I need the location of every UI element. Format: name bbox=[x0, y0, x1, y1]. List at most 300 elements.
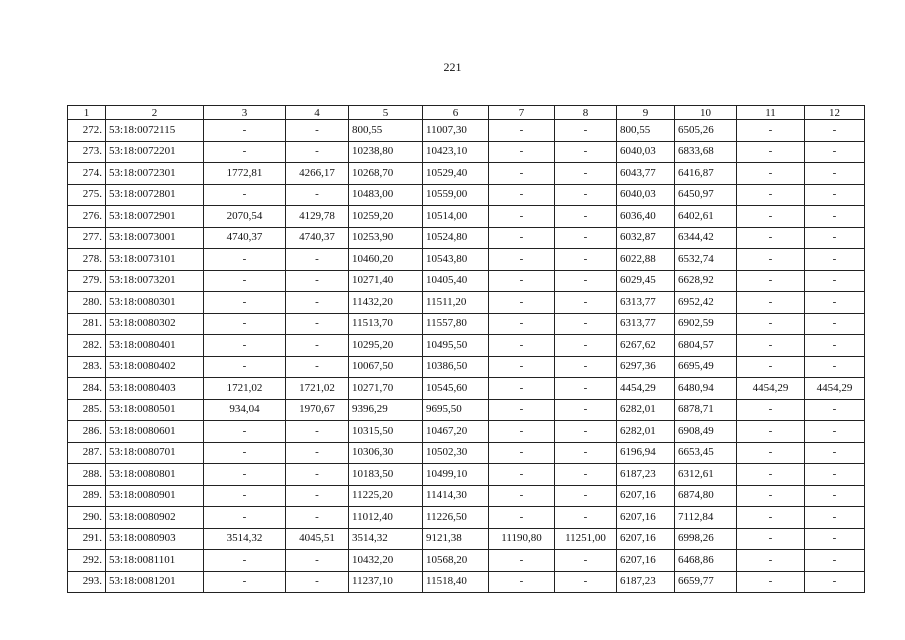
table-row bbox=[68, 378, 865, 400]
table-cell: 280. bbox=[68, 292, 106, 314]
table-cell: 10502,30 bbox=[423, 442, 489, 464]
table-cell: 6207,16 bbox=[617, 485, 675, 507]
table-cell: 10306,30 bbox=[349, 442, 423, 464]
table-row bbox=[68, 270, 865, 292]
table-cell: 6207,16 bbox=[617, 507, 675, 529]
table-cell: 53:18:0080701 bbox=[106, 442, 204, 464]
table-cell: 275. bbox=[68, 184, 106, 206]
table-cell: - bbox=[555, 313, 617, 335]
table-cell: - bbox=[489, 163, 555, 185]
table-cell: 292. bbox=[68, 550, 106, 572]
table-cell: - bbox=[204, 184, 286, 206]
table-cell: 3514,32 bbox=[349, 528, 423, 550]
column-header-12: 12 bbox=[805, 106, 865, 120]
table-cell: - bbox=[737, 421, 805, 443]
table-cell: - bbox=[805, 571, 865, 593]
table-cell: - bbox=[737, 528, 805, 550]
table-cell: 53:18:0080901 bbox=[106, 485, 204, 507]
table-cell: - bbox=[286, 442, 349, 464]
table-cell: 6267,62 bbox=[617, 335, 675, 357]
table-cell: - bbox=[489, 270, 555, 292]
table-cell: 11237,10 bbox=[349, 571, 423, 593]
table-row bbox=[68, 249, 865, 271]
column-header-4: 4 bbox=[286, 106, 349, 120]
table-cell: 293. bbox=[68, 571, 106, 593]
table-cell: - bbox=[737, 249, 805, 271]
table-cell: 10271,40 bbox=[349, 270, 423, 292]
table-cell: - bbox=[286, 120, 349, 142]
table-cell: 1772,81 bbox=[204, 163, 286, 185]
table-cell: - bbox=[805, 550, 865, 572]
column-header-1: 1 bbox=[68, 106, 106, 120]
table-cell: - bbox=[489, 421, 555, 443]
table-cell: 6468,86 bbox=[675, 550, 737, 572]
table-cell: 1970,67 bbox=[286, 399, 349, 421]
table-cell: 10253,90 bbox=[349, 227, 423, 249]
table-cell: 10460,20 bbox=[349, 249, 423, 271]
table-cell: - bbox=[555, 571, 617, 593]
table-cell: 10295,20 bbox=[349, 335, 423, 357]
table-cell: 10386,50 bbox=[423, 356, 489, 378]
table-row bbox=[68, 184, 865, 206]
table-cell: 11251,00 bbox=[555, 528, 617, 550]
table-cell: 6532,74 bbox=[675, 249, 737, 271]
table-cell: 11225,20 bbox=[349, 485, 423, 507]
table-cell: 6022,88 bbox=[617, 249, 675, 271]
table-cell: - bbox=[204, 571, 286, 593]
table-cell: - bbox=[489, 184, 555, 206]
table-cell: 6313,77 bbox=[617, 313, 675, 335]
table-cell: - bbox=[737, 120, 805, 142]
table-cell: 53:18:0072801 bbox=[106, 184, 204, 206]
table-cell: - bbox=[489, 378, 555, 400]
table-cell: - bbox=[286, 141, 349, 163]
table-cell: 11557,80 bbox=[423, 313, 489, 335]
table-cell: - bbox=[555, 270, 617, 292]
table-cell: 276. bbox=[68, 206, 106, 228]
table-row bbox=[68, 507, 865, 529]
table-cell: - bbox=[737, 442, 805, 464]
table-cell: 10183,50 bbox=[349, 464, 423, 486]
table-cell: 283. bbox=[68, 356, 106, 378]
table-cell: 6908,49 bbox=[675, 421, 737, 443]
table-cell: 6313,77 bbox=[617, 292, 675, 314]
table-cell: 4454,29 bbox=[617, 378, 675, 400]
table-cell: 10524,80 bbox=[423, 227, 489, 249]
table-cell: 10423,10 bbox=[423, 141, 489, 163]
column-header-8: 8 bbox=[555, 106, 617, 120]
table-cell: - bbox=[805, 163, 865, 185]
table-cell: - bbox=[737, 550, 805, 572]
table-cell: 10259,20 bbox=[349, 206, 423, 228]
table-row bbox=[68, 141, 865, 163]
table-cell: 288. bbox=[68, 464, 106, 486]
table-cell: - bbox=[555, 550, 617, 572]
table-row bbox=[68, 442, 865, 464]
table-cell: - bbox=[805, 421, 865, 443]
table-cell: - bbox=[489, 313, 555, 335]
table-cell: - bbox=[204, 270, 286, 292]
table-cell: - bbox=[204, 292, 286, 314]
table-cell: 4266,17 bbox=[286, 163, 349, 185]
table-cell: - bbox=[489, 206, 555, 228]
table-body bbox=[68, 120, 865, 593]
table-cell: 53:18:0080402 bbox=[106, 356, 204, 378]
table-cell: 53:18:0073001 bbox=[106, 227, 204, 249]
table-cell: 6450,97 bbox=[675, 184, 737, 206]
table-cell: - bbox=[805, 270, 865, 292]
table-cell: 53:18:0080302 bbox=[106, 313, 204, 335]
table-cell: 6833,68 bbox=[675, 141, 737, 163]
table-cell: - bbox=[286, 464, 349, 486]
column-header-11: 11 bbox=[737, 106, 805, 120]
table-cell: 10405,40 bbox=[423, 270, 489, 292]
table-cell: - bbox=[204, 464, 286, 486]
table-cell: 11511,20 bbox=[423, 292, 489, 314]
table-cell: 3514,32 bbox=[204, 528, 286, 550]
table-cell: - bbox=[555, 378, 617, 400]
table-cell: 53:18:0072901 bbox=[106, 206, 204, 228]
table-cell: - bbox=[286, 485, 349, 507]
table-cell: - bbox=[286, 507, 349, 529]
table-cell: - bbox=[737, 507, 805, 529]
table-cell: - bbox=[489, 120, 555, 142]
table-cell: - bbox=[737, 356, 805, 378]
table-cell: 6032,87 bbox=[617, 227, 675, 249]
table-cell: 4129,78 bbox=[286, 206, 349, 228]
table-cell: 6187,23 bbox=[617, 571, 675, 593]
table-cell: 6344,42 bbox=[675, 227, 737, 249]
table-cell: - bbox=[737, 292, 805, 314]
table-cell: - bbox=[555, 485, 617, 507]
table-cell: - bbox=[555, 399, 617, 421]
table-cell: 2070,54 bbox=[204, 206, 286, 228]
table-cell: 6402,61 bbox=[675, 206, 737, 228]
table-cell: 6297,36 bbox=[617, 356, 675, 378]
table-cell: - bbox=[204, 442, 286, 464]
table-cell: - bbox=[805, 356, 865, 378]
table-cell: - bbox=[555, 356, 617, 378]
table-cell: - bbox=[489, 399, 555, 421]
table-cell: 53:18:0080902 bbox=[106, 507, 204, 529]
table-cell: - bbox=[805, 227, 865, 249]
table-cell: 274. bbox=[68, 163, 106, 185]
table-cell: 6659,77 bbox=[675, 571, 737, 593]
table-cell: 6628,92 bbox=[675, 270, 737, 292]
column-header-10: 10 bbox=[675, 106, 737, 120]
table-cell: 4045,51 bbox=[286, 528, 349, 550]
table-cell: 6653,45 bbox=[675, 442, 737, 464]
table-cell: 53:18:0072201 bbox=[106, 141, 204, 163]
table-cell: 9396,29 bbox=[349, 399, 423, 421]
table-cell: 6878,71 bbox=[675, 399, 737, 421]
table-cell: - bbox=[489, 249, 555, 271]
table-cell: - bbox=[805, 442, 865, 464]
table-cell: - bbox=[555, 249, 617, 271]
table-cell: - bbox=[805, 141, 865, 163]
table-cell: - bbox=[489, 464, 555, 486]
table-cell: - bbox=[555, 184, 617, 206]
table-cell: - bbox=[204, 485, 286, 507]
table-cell: 290. bbox=[68, 507, 106, 529]
table-cell: 6998,26 bbox=[675, 528, 737, 550]
table-cell: - bbox=[805, 120, 865, 142]
table-cell: 6282,01 bbox=[617, 421, 675, 443]
table-cell: 10568,20 bbox=[423, 550, 489, 572]
table-cell: 53:18:0080501 bbox=[106, 399, 204, 421]
table-cell: - bbox=[737, 571, 805, 593]
table-cell: - bbox=[286, 313, 349, 335]
table-cell: 7112,84 bbox=[675, 507, 737, 529]
table-cell: 53:18:0073101 bbox=[106, 249, 204, 271]
table-row bbox=[68, 227, 865, 249]
table-cell: - bbox=[204, 421, 286, 443]
table-cell: 6505,26 bbox=[675, 120, 737, 142]
table-cell: 10483,00 bbox=[349, 184, 423, 206]
table-row bbox=[68, 528, 865, 550]
table-cell: 6196,94 bbox=[617, 442, 675, 464]
table-cell: 4454,29 bbox=[737, 378, 805, 400]
table-cell: 285. bbox=[68, 399, 106, 421]
table-cell: - bbox=[737, 184, 805, 206]
table-cell: 272. bbox=[68, 120, 106, 142]
table-cell: - bbox=[737, 464, 805, 486]
table-cell: - bbox=[204, 356, 286, 378]
table-cell: 11513,70 bbox=[349, 313, 423, 335]
table-cell: 800,55 bbox=[617, 120, 675, 142]
table-cell: 11432,20 bbox=[349, 292, 423, 314]
table-cell: 10499,10 bbox=[423, 464, 489, 486]
table-cell: 800,55 bbox=[349, 120, 423, 142]
table-row bbox=[68, 421, 865, 443]
table-cell: - bbox=[286, 249, 349, 271]
table-cell: 277. bbox=[68, 227, 106, 249]
table-cell: 11190,80 bbox=[489, 528, 555, 550]
table-cell: - bbox=[489, 442, 555, 464]
table-cell: - bbox=[489, 335, 555, 357]
table-cell: - bbox=[555, 141, 617, 163]
table-cell: - bbox=[737, 163, 805, 185]
table-cell: 11012,40 bbox=[349, 507, 423, 529]
table-row bbox=[68, 356, 865, 378]
table-cell: - bbox=[737, 399, 805, 421]
table-cell: - bbox=[737, 227, 805, 249]
table-cell: - bbox=[489, 356, 555, 378]
table-cell: 10467,20 bbox=[423, 421, 489, 443]
table-cell: 281. bbox=[68, 313, 106, 335]
table-cell: 11226,50 bbox=[423, 507, 489, 529]
table-cell: 6312,61 bbox=[675, 464, 737, 486]
table-cell: 289. bbox=[68, 485, 106, 507]
table-cell: 53:18:0080301 bbox=[106, 292, 204, 314]
table-row bbox=[68, 464, 865, 486]
table-cell: 10432,20 bbox=[349, 550, 423, 572]
table-cell: 6207,16 bbox=[617, 528, 675, 550]
table-cell: - bbox=[204, 249, 286, 271]
table-cell: 6029,45 bbox=[617, 270, 675, 292]
table-cell: - bbox=[805, 249, 865, 271]
table-cell: - bbox=[555, 292, 617, 314]
table-cell: - bbox=[489, 550, 555, 572]
table-row bbox=[68, 485, 865, 507]
table-cell: - bbox=[555, 163, 617, 185]
table-cell: 1721,02 bbox=[204, 378, 286, 400]
table-cell: - bbox=[204, 335, 286, 357]
table-cell: - bbox=[555, 335, 617, 357]
table-cell: - bbox=[805, 184, 865, 206]
table-cell: - bbox=[489, 292, 555, 314]
table-cell: - bbox=[805, 507, 865, 529]
table-cell: - bbox=[286, 335, 349, 357]
table-cell: 10545,60 bbox=[423, 378, 489, 400]
table-cell: - bbox=[555, 227, 617, 249]
table-cell: 10238,80 bbox=[349, 141, 423, 163]
table-cell: 1721,02 bbox=[286, 378, 349, 400]
table-cell: - bbox=[286, 421, 349, 443]
table-cell: - bbox=[737, 141, 805, 163]
table-cell: 53:18:0072115 bbox=[106, 120, 204, 142]
table-cell: 282. bbox=[68, 335, 106, 357]
table-row bbox=[68, 313, 865, 335]
table-cell: - bbox=[489, 571, 555, 593]
table-cell: 10543,80 bbox=[423, 249, 489, 271]
table-cell: - bbox=[204, 507, 286, 529]
table-cell: - bbox=[555, 507, 617, 529]
table-cell: - bbox=[737, 270, 805, 292]
table-cell: - bbox=[737, 335, 805, 357]
table-cell: 6207,16 bbox=[617, 550, 675, 572]
table-cell: 11518,40 bbox=[423, 571, 489, 593]
table-cell: 53:18:0080801 bbox=[106, 464, 204, 486]
table-cell: - bbox=[204, 550, 286, 572]
table-cell: - bbox=[737, 485, 805, 507]
column-header-9: 9 bbox=[617, 106, 675, 120]
table-cell: - bbox=[805, 399, 865, 421]
table-row bbox=[68, 571, 865, 593]
table-cell: 279. bbox=[68, 270, 106, 292]
table-cell: 284. bbox=[68, 378, 106, 400]
table-cell: 10559,00 bbox=[423, 184, 489, 206]
table-cell: - bbox=[737, 313, 805, 335]
table-cell: 6874,80 bbox=[675, 485, 737, 507]
column-header-7: 7 bbox=[489, 106, 555, 120]
table-cell: - bbox=[555, 421, 617, 443]
table-cell: 10529,40 bbox=[423, 163, 489, 185]
table-cell: - bbox=[286, 356, 349, 378]
table-cell: 291. bbox=[68, 528, 106, 550]
table-cell: - bbox=[805, 313, 865, 335]
table-cell: 53:18:0081201 bbox=[106, 571, 204, 593]
table-row bbox=[68, 550, 865, 572]
table-cell: 6902,59 bbox=[675, 313, 737, 335]
table-row bbox=[68, 120, 865, 142]
table-cell: 10067,50 bbox=[349, 356, 423, 378]
column-header-2: 2 bbox=[106, 106, 204, 120]
table-cell: 53:18:0072301 bbox=[106, 163, 204, 185]
table-cell: 6952,42 bbox=[675, 292, 737, 314]
table-cell: 11007,30 bbox=[423, 120, 489, 142]
table-row bbox=[68, 335, 865, 357]
table-cell: - bbox=[204, 120, 286, 142]
table-cell: - bbox=[286, 550, 349, 572]
table-cell: 53:18:0080601 bbox=[106, 421, 204, 443]
table-row bbox=[68, 163, 865, 185]
table-cell: 6036,40 bbox=[617, 206, 675, 228]
table-cell: - bbox=[286, 184, 349, 206]
table-cell: 6043,77 bbox=[617, 163, 675, 185]
table-cell: - bbox=[489, 141, 555, 163]
table-cell: - bbox=[805, 485, 865, 507]
table-cell: 53:18:0081101 bbox=[106, 550, 204, 572]
table-row bbox=[68, 206, 865, 228]
table-cell: 4740,37 bbox=[204, 227, 286, 249]
table-cell: 10495,50 bbox=[423, 335, 489, 357]
table-cell: 6187,23 bbox=[617, 464, 675, 486]
table-cell: 273. bbox=[68, 141, 106, 163]
column-header-3: 3 bbox=[204, 106, 286, 120]
table-cell: - bbox=[204, 141, 286, 163]
table-cell: 6040,03 bbox=[617, 184, 675, 206]
data-table bbox=[67, 105, 865, 593]
table-row bbox=[68, 399, 865, 421]
table-cell: 9121,38 bbox=[423, 528, 489, 550]
table-cell: - bbox=[805, 206, 865, 228]
page-number: 221 bbox=[443, 60, 462, 74]
table-cell: - bbox=[286, 270, 349, 292]
table-cell: 10315,50 bbox=[349, 421, 423, 443]
table-cell: - bbox=[555, 120, 617, 142]
table-cell: 4454,29 bbox=[805, 378, 865, 400]
table-cell: - bbox=[737, 206, 805, 228]
table-cell: 53:18:0080403 bbox=[106, 378, 204, 400]
table-cell: - bbox=[489, 485, 555, 507]
table-cell: 10514,00 bbox=[423, 206, 489, 228]
table-cell: 6804,57 bbox=[675, 335, 737, 357]
column-header-6: 6 bbox=[423, 106, 489, 120]
table-cell: - bbox=[555, 206, 617, 228]
table-cell: 286. bbox=[68, 421, 106, 443]
table-cell: - bbox=[489, 507, 555, 529]
table-cell: 6282,01 bbox=[617, 399, 675, 421]
column-header-5: 5 bbox=[349, 106, 423, 120]
table-cell: - bbox=[489, 227, 555, 249]
table-cell: - bbox=[805, 464, 865, 486]
table-cell: - bbox=[555, 442, 617, 464]
table-row bbox=[68, 292, 865, 314]
table-cell: 278. bbox=[68, 249, 106, 271]
table-cell: - bbox=[805, 528, 865, 550]
table-cell: 287. bbox=[68, 442, 106, 464]
table-cell: 9695,50 bbox=[423, 399, 489, 421]
table-cell: 4740,37 bbox=[286, 227, 349, 249]
table-cell: 11414,30 bbox=[423, 485, 489, 507]
table-cell: - bbox=[204, 313, 286, 335]
table-cell: 53:18:0073201 bbox=[106, 270, 204, 292]
table-cell: - bbox=[805, 292, 865, 314]
table-cell: 53:18:0080401 bbox=[106, 335, 204, 357]
table-cell: 10271,70 bbox=[349, 378, 423, 400]
table-cell: - bbox=[805, 335, 865, 357]
table-cell: 10268,70 bbox=[349, 163, 423, 185]
table-cell: 6040,03 bbox=[617, 141, 675, 163]
table-cell: - bbox=[286, 292, 349, 314]
table-cell: - bbox=[555, 464, 617, 486]
header-row bbox=[68, 106, 865, 120]
table-cell: 934,04 bbox=[204, 399, 286, 421]
table-cell: 6480,94 bbox=[675, 378, 737, 400]
table-cell: 53:18:0080903 bbox=[106, 528, 204, 550]
table-cell: - bbox=[286, 571, 349, 593]
